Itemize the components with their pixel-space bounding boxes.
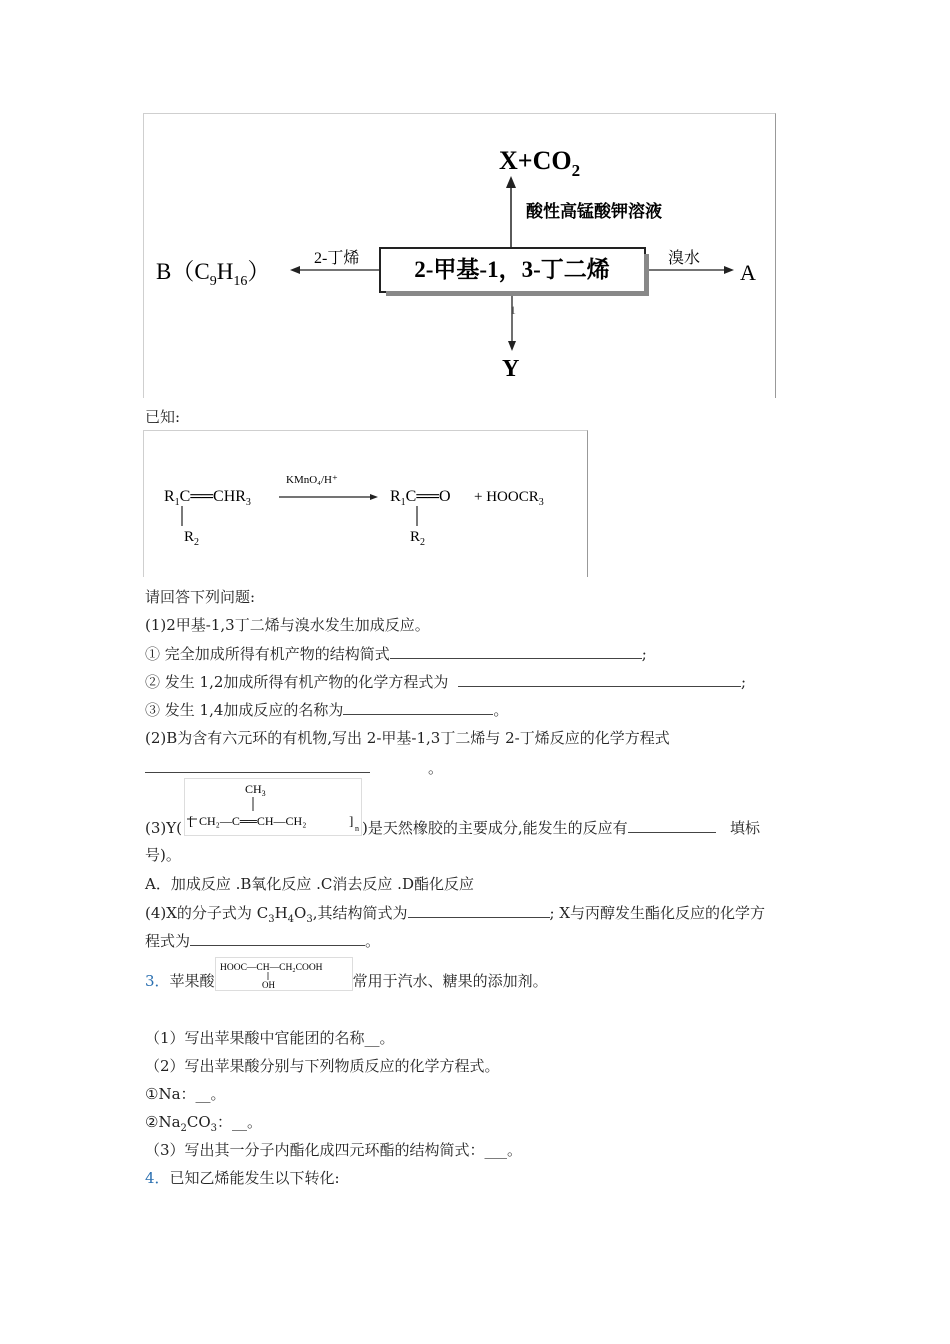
up-reagent: 酸性高锰酸钾溶液	[526, 202, 662, 221]
right-arrowhead	[724, 266, 734, 274]
rhs-formula: $R_1C══O$	[390, 488, 451, 508]
malic-acid-svg	[216, 958, 352, 990]
left-reagent: 2-丁烯	[314, 250, 360, 267]
q3-options: A．加成反应 .B氧化反应 .C消去反应 .D酯化反应	[145, 875, 474, 893]
rubber-n: n	[355, 824, 360, 833]
center-box-shadow-bottom	[386, 291, 649, 296]
p3-line: 3．苹果酸 HOOC—CH—CH₂COOH OH 常用于汽水、糖果的添加剂。	[145, 957, 548, 993]
q4-line: (4)X的分子式为 $C_3H_4O_3$,其结构简式为 ; X与丙醇发生酯化反应的化学方	[145, 904, 766, 925]
p3-q3: （3）写出其一分子内酯化成四元环酯的结构简式：___。	[145, 1141, 523, 1159]
down-arrowhead	[508, 341, 516, 351]
right-reagent: 溴水	[668, 250, 701, 267]
p3-q1: （1）写出苹果酸中官能团的名称__。	[145, 1029, 395, 1047]
q3-line: (3)Y( $CH_3$ [ CH₂—C══CH—CH₂ ] n )是天然橡胶的主要成分,能发生的反应有 填标	[145, 778, 760, 838]
left-arrowhead	[290, 266, 300, 274]
known-reaction-svg	[144, 431, 587, 577]
q1c: ③ 发生 1,4加成反应的名称为 。	[145, 701, 509, 719]
reaction-scheme-svg	[144, 114, 775, 398]
q1a: ① 完全加成所得有机产物的结构简式 ;	[145, 645, 647, 663]
q1b: ② 发生 1,2加成所得有机产物的化学方程式为 ;	[145, 673, 747, 691]
known-label: 已知:	[145, 408, 181, 426]
rubber-chain: CH₂—C══CH—CH₂	[199, 814, 307, 828]
known-reaction-figure	[143, 430, 588, 577]
rubber-bracket-right: ]	[349, 813, 354, 828]
p3-q2b: $②Na_2CO_3$：__。	[145, 1113, 263, 1134]
center-box-shadow	[644, 254, 649, 296]
malic-main: HOOC—CH—CH₂COOH	[219, 963, 323, 973]
q2-stem: (2)B为含有六元环的有机物,写出 2-甲基-1,3丁二烯与 2-丁烯反应的化学方程式	[145, 729, 670, 747]
q4-blank-2[interactable]	[190, 931, 365, 946]
q3-blank[interactable]	[628, 818, 716, 833]
malic-oh: OH	[261, 980, 275, 990]
down-mark: 1	[510, 303, 516, 317]
lhs-formula: $R_1C══CHR_3$	[164, 488, 251, 508]
q1c-blank[interactable]	[343, 700, 493, 715]
rubber-structure	[184, 778, 362, 836]
bottom-product: Y	[502, 356, 520, 382]
malic-acid-structure	[215, 957, 353, 991]
reaction-reagent: KMnO₄/H⁺	[286, 474, 338, 486]
reaction-arrowhead	[370, 494, 378, 500]
q4-blank-1[interactable]	[408, 903, 550, 918]
right-product: A	[740, 260, 756, 285]
up-arrowhead	[506, 176, 516, 188]
p4-line: 4．已知乙烯能发生以下转化:	[145, 1169, 340, 1187]
q4-line2: 程式为 。	[145, 932, 381, 950]
q1b-blank[interactable]	[458, 672, 741, 687]
rhs-r2: $R_2$	[410, 529, 426, 548]
q1a-blank[interactable]	[390, 644, 642, 659]
q2-answer: 。	[145, 758, 443, 778]
question-intro: 请回答下列问题:	[145, 588, 256, 606]
p3-q2a: ①Na：__。	[145, 1085, 226, 1103]
left-product: $B(C_9H_{16})$	[156, 259, 271, 289]
q3-line2: 号)。	[145, 846, 181, 864]
lhs-r2: $R_2$	[184, 529, 200, 548]
rhs-acid: + $HOOCR_3$	[474, 489, 544, 508]
q2-blank[interactable]	[145, 758, 370, 773]
rubber-bracket-left: [	[189, 813, 194, 828]
q1-stem: (1)2甲基-1,3丁二烯与溴水发生加成反应。	[145, 616, 430, 634]
reaction-scheme-figure	[143, 113, 776, 398]
rubber-ch3: $CH_3$	[245, 782, 266, 798]
p3-q2: （2）写出苹果酸分别与下列物质反应的化学方程式。	[145, 1057, 500, 1075]
center-compound: 2-甲基-1，3-丁二烯	[414, 257, 610, 282]
rubber-structure-svg	[185, 779, 361, 835]
top-product: $X+CO_2$	[499, 146, 581, 180]
